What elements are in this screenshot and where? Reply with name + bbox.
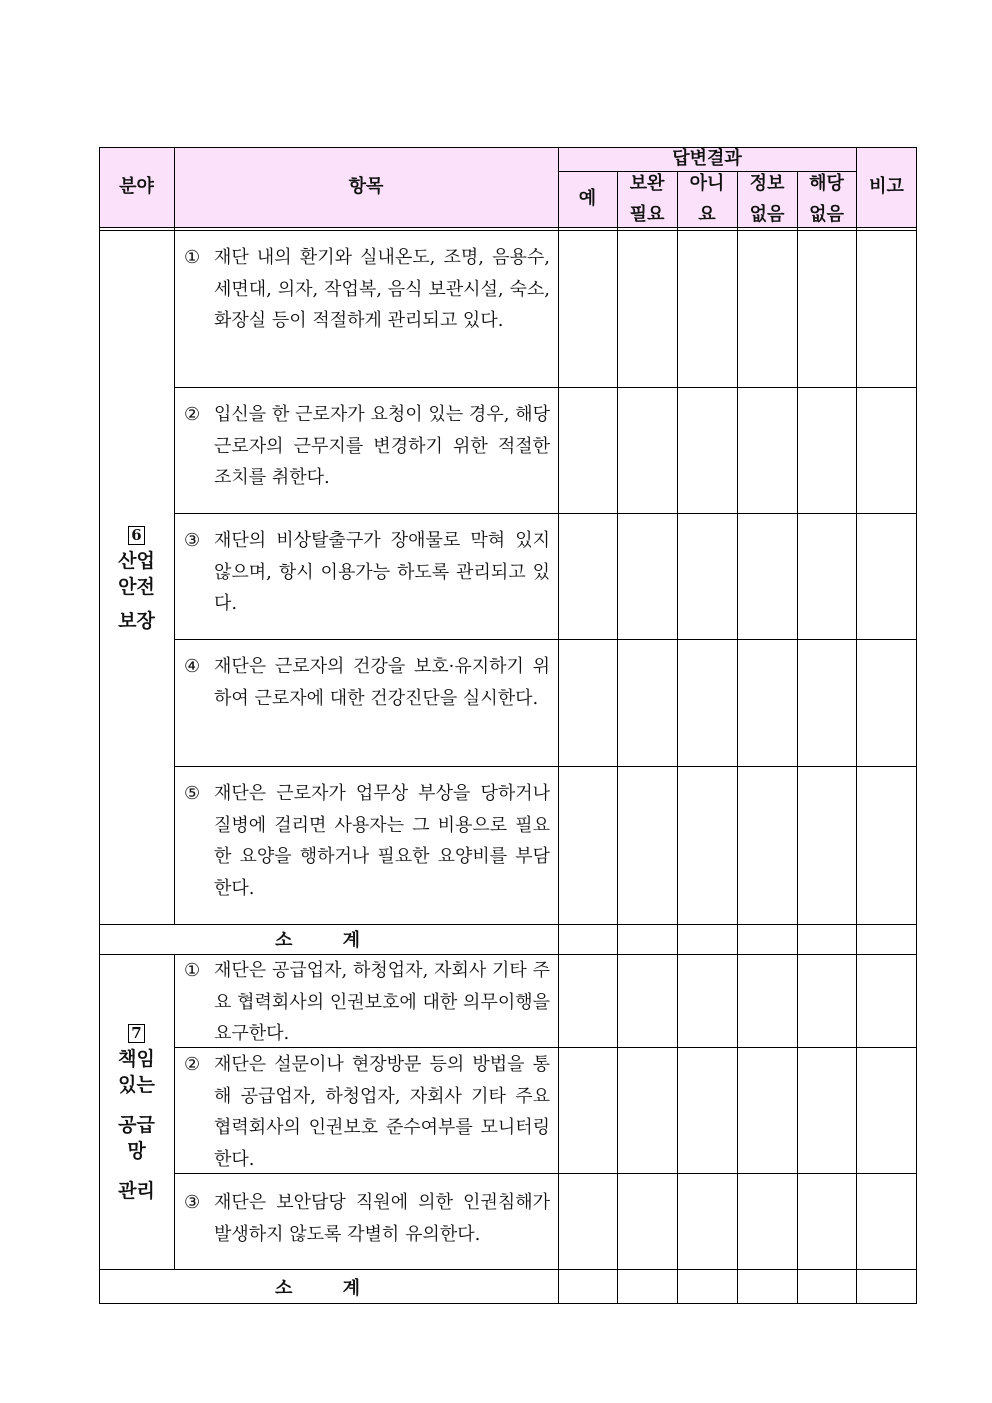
answer-no-line2: 요 xyxy=(698,204,716,225)
header-answer-yes xyxy=(558,171,617,227)
section-6-label xyxy=(99,230,174,924)
section-6-title-line1: 산업 xyxy=(118,549,155,572)
item-number: ④ xyxy=(184,656,201,677)
item-number: ③ xyxy=(184,530,201,551)
item-number: ① xyxy=(184,960,201,981)
answer-no-info-line1: 정보 xyxy=(749,173,785,194)
section-6-item-1 xyxy=(174,230,558,387)
header-item xyxy=(174,147,558,227)
section-7-title-line3: 공급 xyxy=(118,1114,155,1136)
section-7-item-2 xyxy=(174,1047,558,1173)
section-7-item-3 xyxy=(174,1173,558,1269)
answer-no-line1: 아니 xyxy=(689,173,725,194)
section-6-title-line3: 보장 xyxy=(118,609,155,632)
subtotal-label: 소 계 xyxy=(274,1277,383,1299)
section-7-title-line1: 책임 xyxy=(118,1048,155,1070)
item-number: ② xyxy=(184,1054,201,1075)
item-text: 재단은 설문이나 현장방문 등의 방법을 통해 공급업자, 하청업자, 자회사 기타 주요 협력회사의 인권보호 준수여부를 모니터링한다. xyxy=(214,1054,550,1170)
section-6-number: 6 xyxy=(128,526,145,545)
section-6-subtotal xyxy=(99,924,558,954)
answer-na-line2: 없음 xyxy=(809,204,844,225)
header-field-label: 분야 xyxy=(119,176,154,198)
item-text: 재단은 보안담당 직원에 의한 인권침해가 발생하지 않도록 각별히 유의한다. xyxy=(214,1192,550,1245)
subtotal-label: 소 계 xyxy=(274,930,383,951)
answer-needs-improvement-line2: 필요 xyxy=(629,204,665,225)
item-text: 재단은 근로자가 업무상 부상을 당하거나 질병에 걸리면 사용자는 그 비용으로 필요한 요양을 행하거나 필요한 요양비를 부담한다. xyxy=(214,783,550,899)
answer-needs-improvement-line1: 보완 xyxy=(629,173,665,194)
header-answer-not-applicable xyxy=(797,171,856,227)
section-7-title-line4: 망 xyxy=(127,1140,146,1162)
section-7-label xyxy=(99,954,174,1269)
section-7-title-line5: 관리 xyxy=(118,1180,155,1202)
header-answer-no xyxy=(677,171,737,227)
item-number: ③ xyxy=(184,1192,201,1213)
answer-yes-label: 예 xyxy=(578,188,597,210)
header-answer-needs-improvement xyxy=(617,171,677,227)
answer-no-info-line2: 없음 xyxy=(749,204,785,225)
section-6-item-5 xyxy=(174,766,558,924)
item-text: 재단은 공급업자, 하청업자, 자회사 기타 주요 협력회사의 인권보호에 대한 의무이행을 요구한다. xyxy=(214,960,550,1044)
item-text: 재단 내의 환기와 실내온도, 조명, 음용수, 세면대, 의자, 작업복, 음식 보관시설, 숙소, 화장실 등이 적절하게 관리되고 있다. xyxy=(214,247,550,331)
header-remarks-label: 비고 xyxy=(869,176,904,198)
answer-na-line1: 해당 xyxy=(809,173,844,194)
section-7-title-line2: 있는 xyxy=(118,1074,155,1096)
header-item-label: 항목 xyxy=(348,176,384,198)
item-number: ⑤ xyxy=(184,783,201,804)
section-7-number: 7 xyxy=(128,1024,145,1043)
section-6-item-3 xyxy=(174,513,558,639)
header-field xyxy=(99,147,174,227)
section-6-item-2 xyxy=(174,387,558,513)
item-text: 재단은 근로자의 건강을 보호·유지하기 위하여 근로자에 대한 건강진단을 실시한다. xyxy=(214,656,550,709)
section-7-item-1 xyxy=(174,954,558,1047)
item-number: ② xyxy=(184,404,201,425)
item-text: 입신을 한 근로자가 요청이 있는 경우, 해당 근로자의 근무지를 변경하기 위한 적절한 조치를 취한다. xyxy=(214,404,550,488)
section-6-item-4 xyxy=(174,639,558,766)
section-6-title-line2: 안전 xyxy=(118,575,155,598)
header-answer-group-label: 답변결과 xyxy=(672,148,742,170)
section-7-subtotal xyxy=(99,1269,558,1304)
checklist-table xyxy=(99,147,917,1304)
header-remarks xyxy=(856,147,917,227)
item-text: 재단의 비상탈출구가 장애물로 막혀 있지 않으며, 항시 이용가능 하도록 관리되고 있다. xyxy=(214,530,550,614)
header-answer-no-info xyxy=(737,171,797,227)
item-number: ① xyxy=(184,247,201,268)
